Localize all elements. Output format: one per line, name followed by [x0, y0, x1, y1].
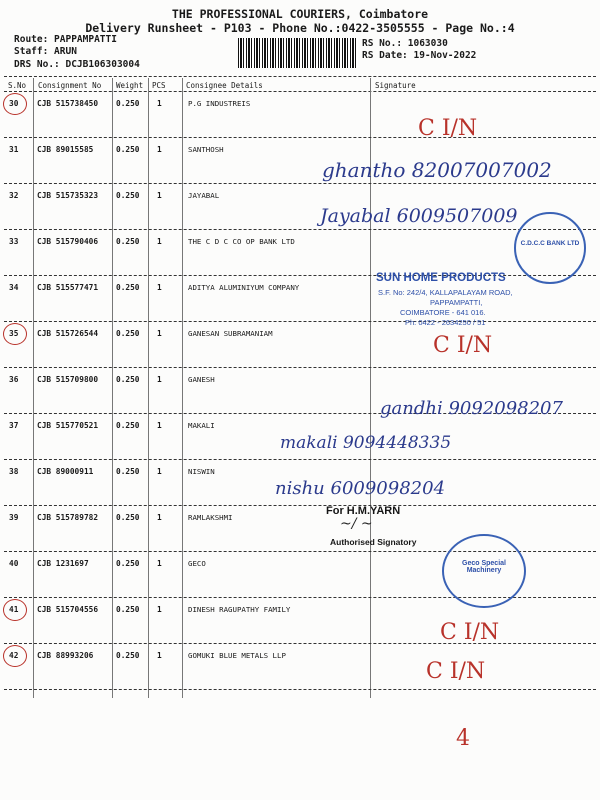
handwritten-signature: nishu 6009098204 [275, 478, 446, 499]
row-pcs: 1 [157, 191, 162, 200]
row-sno: 34 [9, 283, 19, 292]
geco-seal-text: Geco Special Machinery [462, 560, 506, 574]
table-row [0, 92, 600, 138]
table-row [0, 598, 600, 644]
row-consignment: CJB 515726544 [37, 329, 99, 338]
row-consignee: MAKALI [188, 421, 215, 430]
row-weight: 0.250 [116, 513, 140, 522]
row-consignment: CJB 515790406 [37, 237, 99, 246]
row-sno: 32 [9, 191, 19, 200]
row-pcs: 1 [157, 651, 162, 660]
row-weight: 0.250 [116, 375, 140, 384]
row-consignee: GECO [188, 559, 206, 568]
row-sno: 35 [9, 329, 19, 338]
row-weight: 0.250 [116, 99, 140, 108]
col-sno: S.No [8, 81, 27, 90]
cin-mark: C I/N [426, 659, 486, 684]
row-consignment: CJB 1231697 [37, 559, 89, 568]
hmyarn-stamp: For H.M.YARN [326, 505, 401, 517]
sunhome-stamp-address: PAPPAMPATTI, [430, 298, 483, 307]
runsheet-title: THE PROFESSIONAL COURIERS, Coimbatore [171, 7, 429, 21]
row-consignee: ADITYA ALUMINIYUM COMPANY [188, 283, 300, 292]
row-sno: 40 [9, 559, 19, 568]
row-consignment: CJB 89000911 [37, 467, 94, 476]
row-sno: 36 [9, 375, 19, 384]
row-pcs: 1 [157, 99, 162, 108]
row-weight: 0.250 [116, 559, 140, 568]
row-sno: 31 [9, 145, 19, 154]
row-weight: 0.250 [116, 329, 140, 338]
row-pcs: 1 [157, 145, 162, 154]
row-pcs: 1 [157, 237, 162, 246]
row-weight: 0.250 [116, 237, 140, 246]
row-pcs: 1 [157, 513, 162, 522]
row-consignee: JAYABAL [188, 191, 220, 200]
row-sno: 41 [9, 605, 19, 614]
row-consignment: CJB 515735323 [37, 191, 99, 200]
handwritten-signature: gandhi 9092098207 [380, 398, 563, 419]
staff-label: Staff: ARUN [14, 46, 77, 57]
rs-number: RS No.: 1063030 [362, 38, 448, 49]
geco-seal [442, 534, 526, 608]
row-weight: 0.250 [116, 467, 140, 476]
page-mark: 4 [456, 726, 470, 751]
col-consignee: Consignee Details [186, 81, 263, 90]
row-pcs: 1 [157, 421, 162, 430]
table-row [0, 644, 600, 690]
handwritten-signature: ghantho 82007007002 [322, 158, 552, 182]
row-sno: 38 [9, 467, 19, 476]
cdcc-seal-text: C.D.C.C BANK LTD [520, 240, 580, 247]
row-consignee: GOMUKI BLUE METALS LLP [188, 651, 286, 660]
row-weight: 0.250 [116, 605, 140, 614]
cin-mark: C I/N [418, 116, 478, 141]
row-consignee: DINESH RAGUPATHY FAMILY [188, 605, 291, 614]
row-consignment: CJB 515738450 [37, 99, 99, 108]
serial-circle-mark [3, 323, 27, 345]
cdcc-bank-seal [514, 212, 586, 284]
row-sno: 42 [9, 651, 19, 660]
table-row [0, 322, 600, 368]
row-consignment: CJB 515577471 [37, 283, 99, 292]
serial-circle-mark [3, 599, 27, 621]
handwritten-signature: Jayabal 6009507009 [320, 205, 518, 227]
hmyarn-scribble: ~/ ~ [340, 516, 373, 532]
row-consignment: CJB 515789782 [37, 513, 99, 522]
table-row [0, 276, 600, 322]
row-weight: 0.250 [116, 191, 140, 200]
row-weight: 0.250 [116, 145, 140, 154]
row-sno: 37 [9, 421, 19, 430]
row-consignee: RAMLAKSHMI [188, 513, 233, 522]
table-top-rule [4, 76, 596, 77]
row-consignee: P.G INDUSTREIS [188, 99, 251, 108]
row-consignment: CJB 515704556 [37, 605, 99, 614]
row-pcs: 1 [157, 375, 162, 384]
cin-mark: C I/N [433, 333, 493, 358]
row-consignment: CJB 515709800 [37, 375, 99, 384]
row-consignee: NISWIN [188, 467, 215, 476]
sunhome-stamp-name: SUN HOME PRODUCTS [376, 272, 506, 284]
sunhome-stamp-address: COIMBATORE - 641 016. [400, 308, 486, 317]
row-consignee: THE C D C CO OP BANK LTD [188, 237, 295, 246]
cin-mark: C I/N [440, 620, 500, 645]
row-weight: 0.250 [116, 421, 140, 430]
row-consignee: GANESH [188, 375, 215, 384]
row-weight: 0.250 [116, 651, 140, 660]
col-consignment: Consignment No [38, 81, 102, 90]
sunhome-stamp-address: S.F. No: 242/4, KALLAPALAYAM ROAD, [378, 288, 513, 297]
row-rule [4, 689, 596, 690]
hmyarn-signatory: Authorised Signatory [330, 537, 417, 547]
row-sno: 39 [9, 513, 19, 522]
sunhome-stamp-phone: Ph: 0422 - 2634250 / 51 [405, 318, 486, 327]
row-pcs: 1 [157, 605, 162, 614]
row-consignee: GANESAN SUBRAMANIAM [188, 329, 273, 338]
col-weight: Weight [116, 81, 144, 90]
row-pcs: 1 [157, 329, 162, 338]
col-signature: Signature [375, 81, 416, 90]
row-sno: 33 [9, 237, 19, 246]
barcode [238, 38, 358, 68]
handwritten-signature: makali 9094448335 [280, 433, 452, 453]
route-label: Route: PAPPAMPATTI [14, 34, 117, 45]
serial-circle-mark [3, 93, 27, 115]
rs-date: RS Date: 19-Nov-2022 [362, 50, 477, 61]
serial-circle-mark [3, 645, 27, 667]
row-pcs: 1 [157, 559, 162, 568]
table-row [0, 230, 600, 276]
row-pcs: 1 [157, 467, 162, 476]
col-pcs: PCS [152, 81, 166, 90]
row-sno: 30 [9, 99, 19, 108]
row-consignment: CJB 89015585 [37, 145, 94, 154]
row-consignee: SANTHOSH [188, 145, 224, 154]
row-pcs: 1 [157, 283, 162, 292]
row-consignment: CJB 88993206 [37, 651, 94, 660]
drs-number: DRS No.: DCJB106303004 [14, 59, 140, 70]
runsheet-subtitle: Delivery Runsheet - P103 - Phone No.:0422-3505555 - Page No.:4 [85, 21, 515, 35]
row-weight: 0.250 [116, 283, 140, 292]
row-consignment: CJB 515770521 [37, 421, 99, 430]
